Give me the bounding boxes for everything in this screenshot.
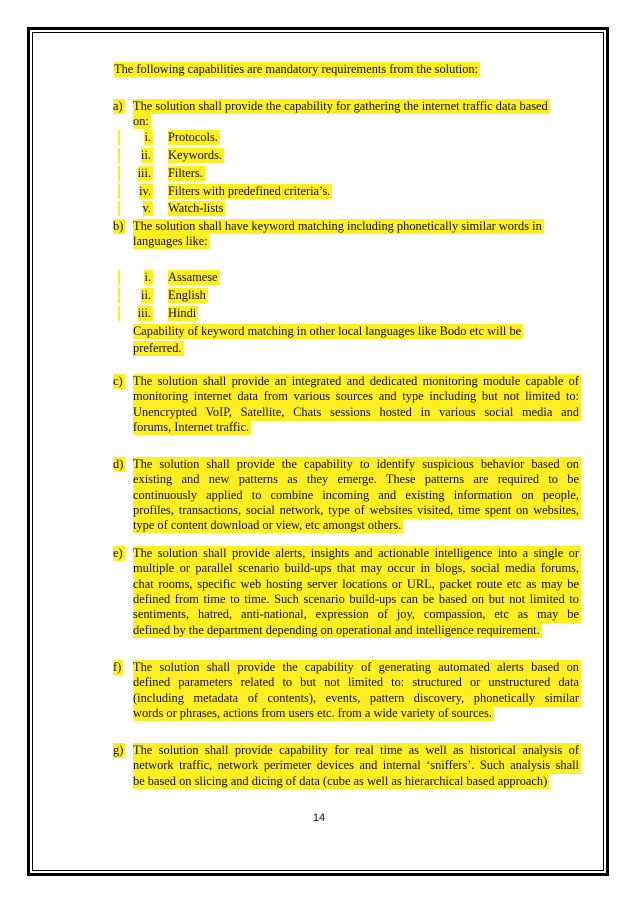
page-number: 14 bbox=[312, 812, 326, 824]
item-b-note-line bbox=[133, 324, 523, 339]
item-a-sub-number bbox=[118, 184, 153, 199]
item-f-line: (including metadata of contents), events, pattern discovery, phonetically similar bbox=[133, 690, 579, 705]
item-a-sub-number-text: i. bbox=[144, 130, 151, 144]
item-a-sub-number-text: ii. bbox=[141, 148, 151, 162]
item-c-line: Unencrypted VoIP, Satellite, Chats sessions hosted in various social media and bbox=[133, 404, 579, 419]
item-a-line bbox=[133, 99, 550, 114]
item-e-line: chat rooms, specific web hosting server locations or URL, packet route etc as may be bbox=[133, 576, 579, 591]
item-c-line: The solution shall provide an integrated and dedicated monitoring module capable of bbox=[133, 374, 579, 388]
item-a-sub-number-text: iv. bbox=[139, 184, 151, 198]
item-e-marker-text: e) bbox=[113, 546, 123, 560]
item-d-line: profiles, transactions, social network, type of websites visited, time spent on websites, bbox=[133, 502, 579, 517]
item-b-note-line-text: Capability of keyword matching in other local languages like Bodo etc will be bbox=[133, 324, 522, 338]
item-a-sub-number bbox=[118, 201, 153, 216]
item-e-marker bbox=[113, 546, 125, 561]
item-g-line: network traffic, network perimeter devices and internal ‘sniffers’. Such analysis shall bbox=[133, 758, 579, 773]
item-d-line bbox=[133, 518, 403, 533]
item-a-sub-text bbox=[168, 130, 220, 145]
item-b-sub-text bbox=[168, 306, 198, 321]
item-f-line: The solution shall provide the capability of generating automated alerts based on bbox=[133, 660, 579, 674]
item-f-line bbox=[133, 706, 494, 721]
item-a-sub-text bbox=[168, 166, 205, 181]
item-a-sub-text bbox=[168, 148, 224, 163]
item-a-marker-text: a) bbox=[113, 99, 123, 113]
item-a-sub-text-value: Keywords. bbox=[168, 148, 223, 162]
item-b-sub-text-value: Hindi bbox=[168, 306, 197, 320]
intro-line: The following capabilities are mandatory requirements from the solution: bbox=[114, 62, 479, 76]
item-f-line-text: words or phrases, actions from users etc. from a wide variety of sources. bbox=[133, 705, 492, 720]
item-a-line-text: The solution shall provide the capability for gathering the internet traffic data based bbox=[133, 99, 548, 113]
item-a-sub-number bbox=[118, 166, 153, 181]
item-a-sub-number bbox=[118, 130, 153, 145]
item-c-marker-text: c) bbox=[113, 374, 123, 388]
item-e-line-text: defined by the department depending on operational and intelligence requirement. bbox=[133, 622, 540, 637]
item-a-sub-number-text: iii. bbox=[137, 166, 151, 180]
item-d-marker bbox=[113, 457, 125, 472]
item-f-marker-text: f) bbox=[113, 660, 122, 674]
item-e-line: multiple or parallel scenario build-ups that may occur in blogs, social media forums, bbox=[133, 561, 579, 576]
item-e-line: sentiments, hatred, anti-national, expression of joy, compassion, etc as may be bbox=[133, 607, 579, 622]
item-a-sub-text-value: Filters. bbox=[168, 166, 203, 180]
item-b-sub-number-text: ii. bbox=[141, 288, 151, 302]
item-a-sub-text-value: Filters with predefined criteria’s. bbox=[168, 184, 331, 198]
item-e-line bbox=[133, 623, 542, 638]
item-b-sub-text-value: English bbox=[168, 288, 206, 302]
item-a-sub-number bbox=[118, 148, 153, 163]
item-a-sub-text bbox=[168, 184, 332, 199]
item-a-sub-text bbox=[168, 201, 225, 216]
item-b-sub-number bbox=[118, 306, 153, 321]
item-b-line bbox=[133, 234, 210, 249]
item-g-line bbox=[133, 774, 549, 789]
item-f-line: defined parameters related to but not limited to: structured or unstructured data bbox=[133, 675, 579, 690]
item-d-marker-text: d) bbox=[113, 457, 124, 471]
item-b-sub-number bbox=[118, 288, 153, 303]
item-c-line bbox=[133, 420, 251, 435]
item-b-note-line-text: preferred. bbox=[133, 341, 182, 355]
item-a-line-text: on: bbox=[133, 114, 149, 129]
item-b-note-line bbox=[133, 341, 184, 356]
item-f-marker bbox=[113, 660, 123, 675]
item-g-marker-text: g) bbox=[113, 743, 124, 757]
item-c-line: monitoring internet data from various sources and type including but not limited to: bbox=[133, 389, 579, 404]
item-b-sub-text bbox=[168, 288, 208, 303]
item-b-line-text: languages like: bbox=[133, 234, 208, 249]
item-d-line: continuously applied to combine incoming and existing information on people, bbox=[133, 487, 579, 502]
item-g-line: The solution shall provide capability for real time as well as historical analysis of bbox=[133, 743, 579, 757]
item-d-line-text: type of content download or view, etc amongst others. bbox=[133, 518, 402, 533]
item-g-line-text: be based on slicing and dicing of data (cube as well as hierarchical based approach) bbox=[133, 773, 548, 788]
item-e-line: defined from time to time. Such scenario build-ups can be based on but not limited to bbox=[133, 591, 579, 606]
item-e-line: The solution shall provide alerts, insights and actionable intelligence into a single or bbox=[133, 546, 579, 560]
item-a-sub-text-value: Protocols. bbox=[168, 130, 218, 144]
item-a-sub-text-value: Watch-lists bbox=[168, 201, 224, 215]
item-b-sub-text bbox=[168, 270, 220, 285]
item-c-line-text: forums, Internet traffic. bbox=[133, 419, 250, 434]
item-b-marker-text: b) bbox=[113, 219, 124, 233]
item-g-marker bbox=[113, 743, 125, 758]
item-a-sub-number-text: v. bbox=[142, 201, 151, 215]
item-c-marker bbox=[113, 374, 125, 389]
item-d-line: The solution shall provide the capability to identify suspicious behavior based on bbox=[133, 457, 579, 471]
item-a-line bbox=[133, 114, 151, 129]
item-b-sub-text-value: Assamese bbox=[168, 270, 218, 284]
item-d-line: existing and new patterns as they emerge. These patterns are required to be bbox=[133, 472, 579, 487]
item-b-marker bbox=[113, 219, 125, 234]
item-a-marker bbox=[113, 99, 125, 114]
item-b-sub-number-text: i. bbox=[144, 270, 151, 284]
item-b-sub-number-text: iii. bbox=[137, 306, 151, 320]
item-b-sub-number bbox=[118, 270, 153, 285]
item-b-line-text: The solution shall have keyword matching including phonetically similar words in bbox=[133, 219, 542, 233]
item-b-line bbox=[133, 219, 544, 234]
